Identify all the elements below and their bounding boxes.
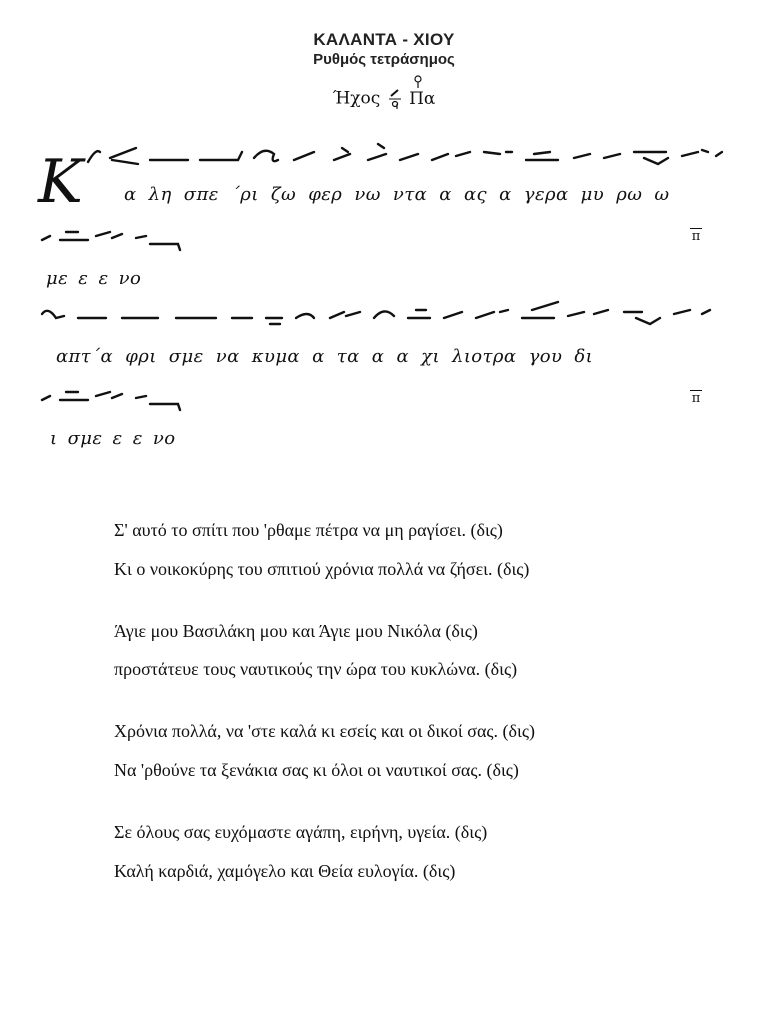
verse-line-3: Άγιε μου Βασιλάκη μου και Άγιε μου Νικόλα (δις) — [114, 621, 478, 641]
echos-note: Πα — [409, 88, 436, 109]
martyria-sign-1: π — [691, 229, 701, 244]
echos-note-mark-icon — [413, 75, 423, 89]
rhythm-subtitle: Ρυθμός τετράσημος — [313, 51, 455, 68]
neume-row-4 — [38, 384, 218, 414]
echos-sign-icon — [388, 88, 402, 110]
page-title: ΚΑΛΑΝΤΑ - ΧΙΟΥ — [313, 30, 455, 49]
lyrics-line-4: ι σμε ε ε νο — [50, 428, 176, 449]
lyrics-line-1: α λη σπε ΄ρι ζω φερ νω ντα α ας α γερα μυ ρω ω — [124, 184, 670, 205]
verse-line-4: προστάτευε τους ναυτικούς την ώρα του κυκλώνα. (δις) — [114, 659, 518, 679]
verse-line-7: Σε όλους σας ευχόμαστε αγάπη, ειρήνη, υγεία. (δις) — [114, 822, 488, 842]
lyrics-line-3: απτ΄α φρι σμε να κυμα α τα α α χι λιοτρα γου δι — [56, 346, 594, 367]
echos-indicator — [0, 88, 768, 110]
verse-line-6: Να 'ρθούνε τα ξενάκια σας κι όλοι οι ναυτικοί σας. (δις) — [114, 760, 519, 780]
neume-row-2 — [38, 224, 218, 254]
neume-row-1 — [38, 138, 728, 174]
lyrics-line-2: με ε ε νο — [46, 268, 142, 289]
verse-line-1: Σ' αυτό το σπίτι που 'ρθαμε πέτρα να μη ραγίσει. (δις) — [114, 520, 503, 540]
verse-line-2: Κι ο νοικοκύρης του σπιτιού χρόνια πολλά να ζήσει. (δις) — [114, 559, 530, 579]
martyria-sign-2: π — [691, 391, 701, 406]
neume-row-3 — [38, 296, 728, 332]
echos-label: Ήχος — [332, 88, 381, 109]
initial-letter: Κ — [38, 147, 83, 217]
verse-line-8: Καλή καρδιά, χαμόγελο και Θεία ευλογία. (δις) — [114, 861, 456, 881]
verse-line-5: Χρόνια πολλά, να 'στε καλά κι εσείς και οι δικοί σας. (δις) — [114, 721, 535, 741]
